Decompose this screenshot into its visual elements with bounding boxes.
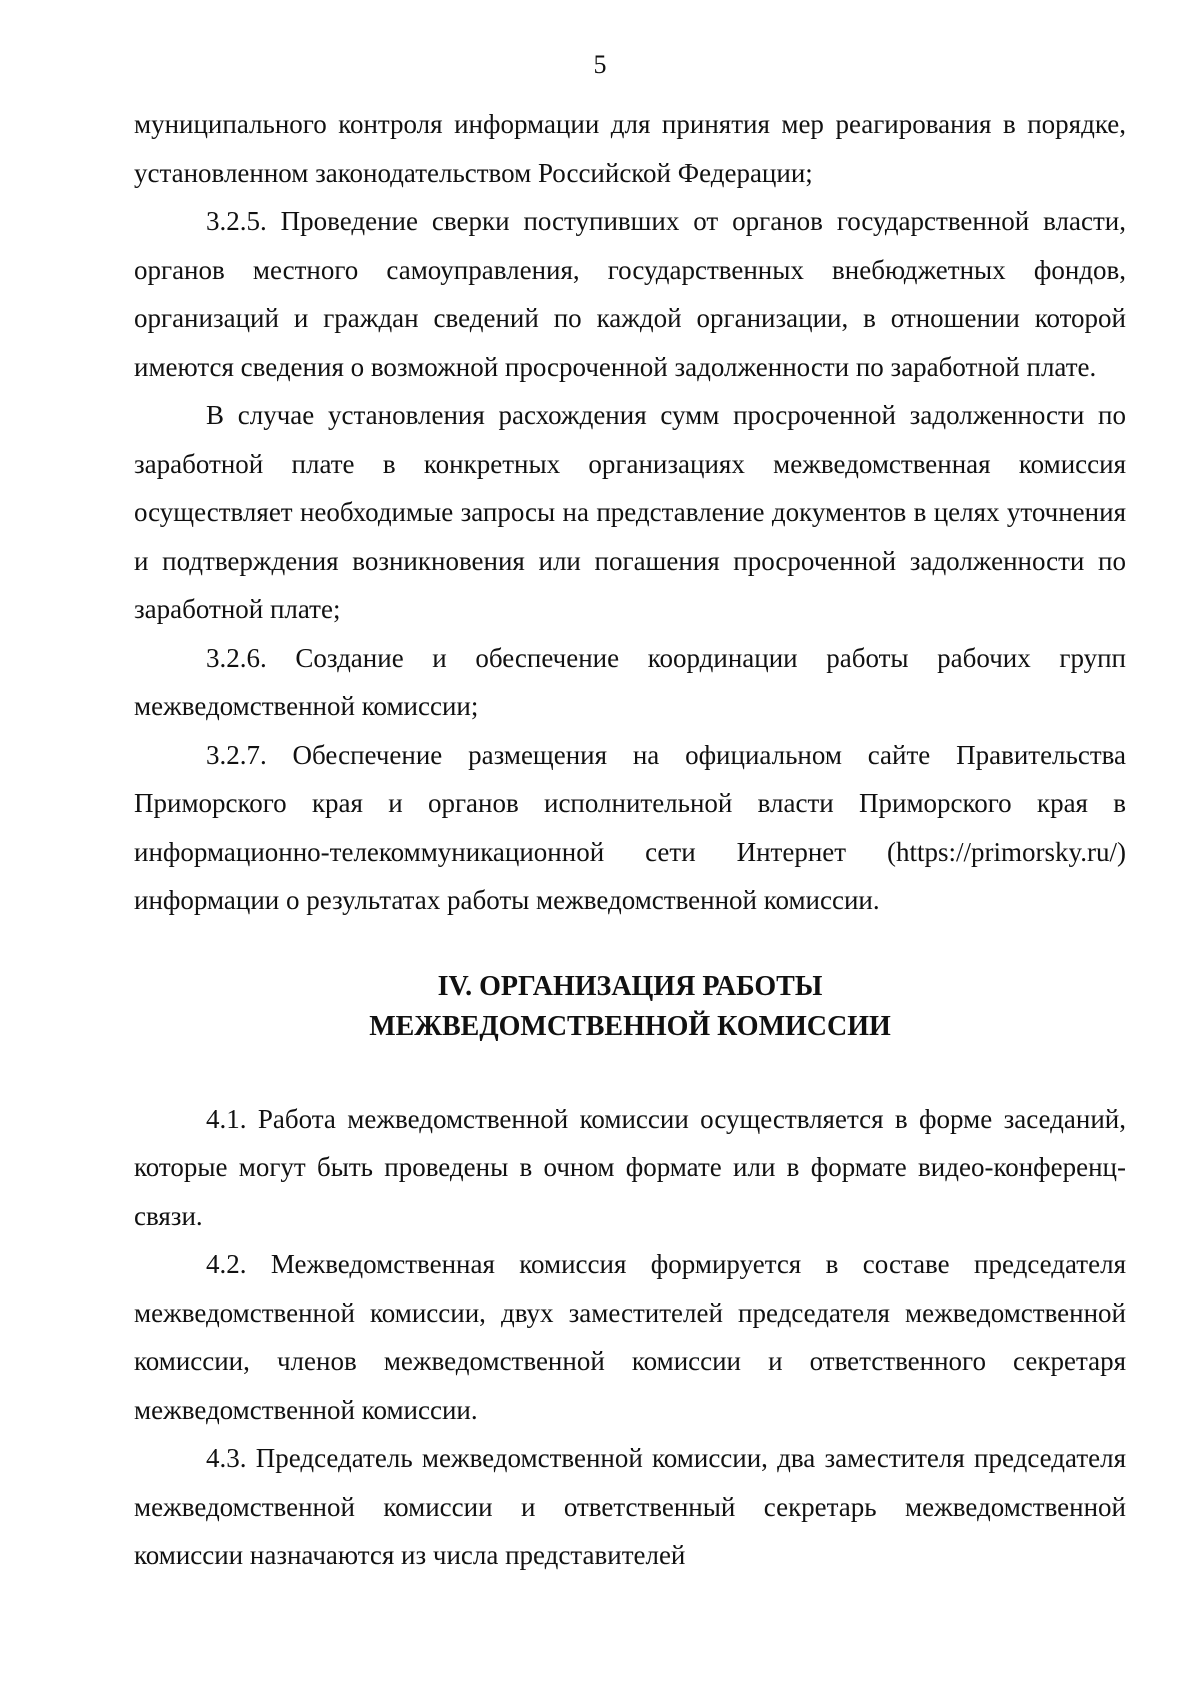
section-heading xyxy=(134,967,1126,1047)
paragraph-4-3: 4.3. Председатель межведомственной комиссии, два заместителя председателя межведомственной комиссии и ответственный секретарь межведомственной комиссии назначаются из числа представителей xyxy=(134,1443,1126,1570)
page-number: 5 xyxy=(593,50,607,79)
paragraph-4-1: 4.1. Работа межведомственной комиссии осуществляется в форме заседаний, которые могут быть проведены в очном формате или в формате видео-конференц-связи. xyxy=(134,1103,1126,1231)
paragraph-municipal-control: муниципального контроля информации для принятия мер реагирования в порядке, установленном законодательством Российской Федерации; xyxy=(134,109,1126,188)
paragraph-discrepancy: В случае установления расхождения сумм просроченной задолженности по заработной плате в конкретных организациях межведомственная комиссия осуществляет необходимые запросы на представление документов в целях уточнения и подтверждения возникновения или погашения просроченной задолженности по заработной плате; xyxy=(134,400,1126,624)
paragraph-3-2-5: 3.2.5. Проведение сверки поступивших от органов государственной власти, органов местного самоуправления, государственных внебюджетных фондов, организаций и граждан сведений по каждой организации, в отношении которой имеются сведения о возможной просроченной задолженности по заработной плате. xyxy=(134,206,1126,382)
section-heading-line-2: МЕЖВЕДОМСТВЕННОЙ КОМИССИИ xyxy=(369,1010,891,1042)
paragraph-3-2-6: 3.2.6. Создание и обеспечение координации работы рабочих групп межведомственной комиссии; xyxy=(134,642,1126,721)
document-body xyxy=(134,100,1126,1580)
paragraph-3-2-7: 3.2.7. Обеспечение размещения на официальном сайте Правительства Приморского края и органов исполнительной власти Приморского края в информационно-телекоммуникационной сети Интернет (https://primorsky.ru/) информации о результатах работы межведомственной комиссии. xyxy=(134,739,1126,915)
section-heading-line-1: IV. ОРГАНИЗАЦИЯ РАБОТЫ xyxy=(437,970,823,1002)
paragraph-4-2: 4.2. Межведомственная комиссия формируется в составе председателя межведомственной комиссии, двух заместителей председателя межведомственной комиссии, членов межведомственной комиссии и ответственного секретаря межведомственной комиссии. xyxy=(134,1249,1126,1425)
